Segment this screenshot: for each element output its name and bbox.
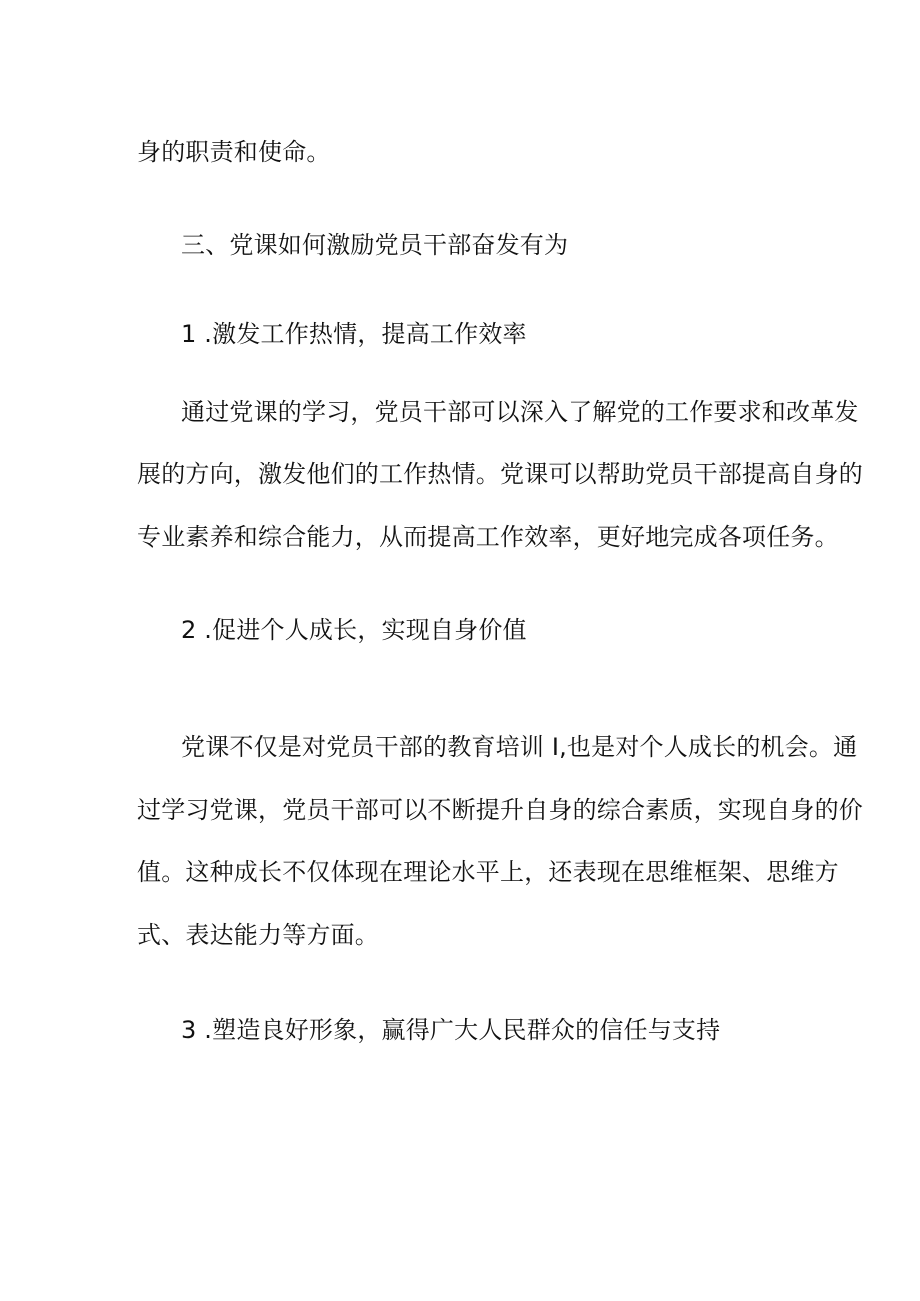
paragraph-2-line-4: 式、表达能力等方面。 (137, 921, 379, 949)
section-heading-3: 三、党课如何激励党员干部奋发有为 (181, 231, 569, 259)
paragraph-2-line-3: 值。这种成长不仅体现在理论水平上，还表现在思维框架、思维方 (137, 858, 839, 886)
subheading-2: 2 .促进个人成长，实现自身价值 (181, 616, 527, 644)
subheading-3: 3 .塑造良好形象，赢得广大人民群众的信任与支持 (181, 1016, 721, 1044)
paragraph-2-line-2: 过学习党课，党员干部可以不断提升自身的综合素质，实现自身的价 (137, 796, 863, 824)
subheading-1: 1 .激发工作热情，提高工作效率 (181, 320, 527, 348)
paragraph-1-line-2: 展的方向，激发他们的工作热情。党课可以帮助党员干部提高自身的 (137, 460, 863, 488)
paragraph-1-line-3: 专业素养和综合能力，从而提高工作效率，更好地完成各项任务。 (137, 523, 839, 551)
paragraph-1-line-1: 通过党课的学习，党员干部可以深入了解党的工作要求和改革发 (181, 398, 859, 426)
paragraph-continuation: 身的职责和使命。 (137, 138, 331, 166)
paragraph-2-line-1: 党课不仅是对党员干部的教育培训 I,也是对个人成长的机会。通 (181, 733, 858, 761)
